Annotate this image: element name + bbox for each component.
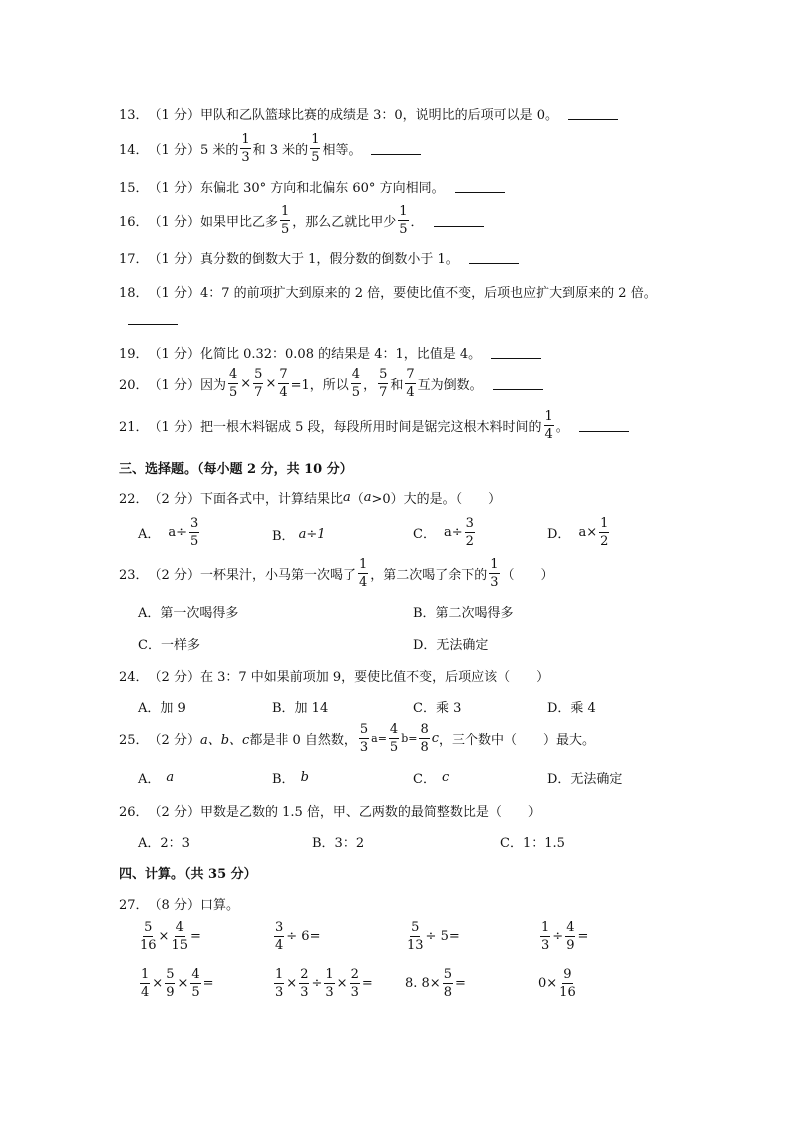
operator: ÷ 5= bbox=[425, 929, 460, 944]
fraction: $\frac{9}{16}$ bbox=[559, 967, 576, 1000]
calc-item-6 bbox=[272, 968, 373, 999]
option-b[interactable]: B．第二次喝得多 bbox=[413, 606, 514, 621]
question-number: 14． bbox=[119, 143, 149, 158]
question-text: 化简比 0.32：0.08 的结果是 4：1，比值是 4。 bbox=[199, 347, 482, 362]
variable: a、b、c bbox=[199, 733, 250, 748]
operator: ÷ bbox=[552, 929, 564, 944]
question-26 bbox=[119, 801, 541, 820]
separator: ， bbox=[363, 378, 377, 393]
question-27 bbox=[119, 894, 239, 913]
question-score: （2 分） bbox=[148, 670, 200, 685]
calc-item-8 bbox=[538, 968, 578, 999]
option-a[interactable]: A．第一次喝得多 bbox=[138, 606, 239, 621]
option-d[interactable]: D．无法确定 bbox=[413, 638, 489, 653]
question-text: ，三个数中（ ）最大。 bbox=[439, 733, 596, 748]
variable: c bbox=[441, 770, 450, 785]
question-text: 和 3 米的 bbox=[252, 143, 309, 158]
question-number: 15． bbox=[119, 181, 149, 196]
question-text: 因为 bbox=[199, 378, 226, 393]
question-score: （1 分） bbox=[148, 420, 200, 435]
question-text: 都是非 0 自然数， bbox=[249, 733, 357, 748]
option-expression: a÷ bbox=[443, 525, 463, 540]
question-number: 19． bbox=[119, 347, 149, 362]
question-19 bbox=[119, 343, 541, 362]
question-score: （1 分） bbox=[148, 143, 200, 158]
expression: a= bbox=[371, 732, 387, 745]
fraction: $\frac{5}{13}$ bbox=[407, 920, 424, 953]
question-score: （1 分） bbox=[148, 286, 200, 301]
fraction: $\frac{3}{2}$ bbox=[465, 516, 474, 549]
fraction: $\frac{1}{5}$ bbox=[399, 204, 408, 237]
option-label: C． bbox=[413, 527, 436, 542]
variable: b bbox=[300, 770, 309, 785]
question-20 bbox=[119, 368, 543, 399]
fraction: $\frac{1}{3}$ bbox=[490, 557, 499, 590]
fraction: $\frac{5}{8}$ bbox=[443, 967, 452, 1000]
option-d[interactable]: D．无法确定 bbox=[547, 772, 623, 787]
question-number: 22． bbox=[119, 492, 149, 507]
question-number: 23． bbox=[119, 568, 149, 583]
question-text: =1，所以 bbox=[290, 378, 349, 393]
option-b[interactable] bbox=[272, 768, 309, 787]
fraction: $\frac{4}{15}$ bbox=[171, 920, 188, 953]
option-a[interactable]: A．2：3 bbox=[138, 836, 190, 851]
operator: × bbox=[286, 976, 298, 991]
option-label: C． bbox=[413, 772, 436, 787]
fraction: $\frac{5}{16}$ bbox=[140, 920, 157, 953]
section-heading: 四、计算。（共 35 分） bbox=[119, 867, 257, 882]
fraction: $\frac{1}{3}$ bbox=[275, 967, 284, 1000]
calc-item-1 bbox=[138, 921, 201, 952]
calc-item-3 bbox=[405, 921, 460, 952]
question-score: （2 分） bbox=[148, 492, 200, 507]
option-label: A． bbox=[138, 527, 161, 542]
times-sign: × bbox=[265, 376, 277, 391]
option-expression: a÷1 bbox=[298, 527, 326, 542]
calc-item-2 bbox=[272, 921, 320, 952]
times-sign: × bbox=[240, 376, 252, 391]
question-text: （ ） bbox=[501, 568, 554, 583]
question-score: （1 分） bbox=[148, 347, 200, 362]
question-score: （1 分） bbox=[148, 215, 200, 230]
operand: 0× bbox=[538, 976, 558, 991]
question-number: 16． bbox=[119, 215, 149, 230]
question-22 bbox=[119, 488, 501, 507]
question-score: （1 分） bbox=[148, 378, 200, 393]
equals-sign: = bbox=[361, 976, 373, 991]
question-number: 20． bbox=[119, 378, 149, 393]
fraction: $\frac{3}{5}$ bbox=[190, 516, 199, 549]
option-label: D． bbox=[547, 527, 571, 542]
question-number: 24． bbox=[119, 670, 149, 685]
question-text: ，第二次喝了余下的 bbox=[370, 568, 488, 583]
question-number: 17． bbox=[119, 252, 149, 267]
operator: ÷ 6= bbox=[286, 929, 321, 944]
question-score: （2 分） bbox=[148, 733, 200, 748]
question-score: （1 分） bbox=[148, 108, 200, 123]
question-number: 27． bbox=[119, 898, 149, 913]
question-number: 13． bbox=[119, 108, 149, 123]
question-25 bbox=[119, 723, 595, 754]
question-14 bbox=[119, 133, 421, 164]
question-13 bbox=[119, 104, 618, 123]
fraction: $\frac{7}{4}$ bbox=[279, 367, 288, 400]
question-text: 5 米的 bbox=[199, 143, 239, 158]
fraction: $\frac{1}{3}$ bbox=[241, 132, 250, 165]
calc-item-4 bbox=[538, 921, 588, 952]
question-24 bbox=[119, 666, 549, 685]
question-text: 甲队和乙队篮球比赛的成绩是 3：0，说明比的后项可以是 0。 bbox=[199, 108, 559, 123]
question-text: 。 bbox=[555, 420, 569, 435]
question-number: 25． bbox=[119, 733, 149, 748]
option-b[interactable]: B．加 14 bbox=[272, 701, 329, 716]
question-text: ． bbox=[410, 215, 424, 230]
fraction: $\frac{1}{3}$ bbox=[325, 967, 334, 1000]
option-c[interactable]: C．一样多 bbox=[138, 638, 200, 653]
fraction: $\frac{1}{2}$ bbox=[600, 516, 609, 549]
question-text: 东偏北 30° 方向和北偏东 60° 方向相同。 bbox=[199, 181, 445, 196]
question-text: 如果甲比乙多 bbox=[199, 215, 278, 230]
question-number: 18． bbox=[119, 286, 149, 301]
fraction: $\frac{4}{9}$ bbox=[566, 920, 575, 953]
fraction: $\frac{4}{5}$ bbox=[228, 367, 238, 400]
option-d[interactable]: D．乘 4 bbox=[547, 701, 596, 716]
question-text: （ bbox=[350, 492, 364, 507]
fraction: $\frac{7}{4}$ bbox=[406, 367, 415, 400]
question-text: 互为倒数。 bbox=[417, 378, 483, 393]
question-score: （2 分） bbox=[148, 805, 200, 820]
answer-blank[interactable] bbox=[493, 377, 543, 390]
fraction: $\frac{4}{5}$ bbox=[191, 967, 200, 1000]
answer-blank[interactable] bbox=[434, 214, 484, 227]
question-score: （8 分） bbox=[148, 898, 200, 913]
fraction: $\frac{4}{5}$ bbox=[389, 722, 399, 755]
option-a[interactable] bbox=[138, 517, 201, 548]
option-a[interactable] bbox=[138, 768, 174, 787]
option-b[interactable]: B．3：2 bbox=[312, 836, 365, 851]
fraction: $\frac{1}{4}$ bbox=[544, 409, 553, 442]
option-b[interactable] bbox=[272, 525, 325, 544]
operand: 8. 8× bbox=[405, 976, 441, 991]
answer-blank[interactable] bbox=[371, 142, 421, 155]
fraction: $\frac{1}{5}$ bbox=[280, 204, 290, 237]
question-text: 在 3：7 中如果前项加 9，要使比值不变，后项应该（ ） bbox=[199, 670, 550, 685]
answer-blank[interactable] bbox=[469, 251, 519, 264]
answer-blank[interactable] bbox=[568, 107, 618, 120]
fraction: $\frac{8}{8}$ bbox=[420, 722, 429, 755]
section-heading: 三、选择题。（每小题 2 分，共 10 分） bbox=[119, 462, 353, 477]
question-text: 相等。 bbox=[322, 143, 362, 158]
fraction: $\frac{2}{3}$ bbox=[350, 967, 359, 1000]
answer-blank[interactable] bbox=[455, 180, 505, 193]
question-text: 和 bbox=[390, 378, 404, 393]
equals-sign: = bbox=[577, 929, 589, 944]
option-expression: a÷ bbox=[168, 525, 188, 540]
option-c[interactable]: C．1：1.5 bbox=[500, 836, 565, 851]
question-text: 口算。 bbox=[199, 898, 239, 913]
question-21 bbox=[119, 410, 629, 441]
option-d[interactable] bbox=[547, 517, 611, 548]
question-number: 26． bbox=[119, 805, 149, 820]
question-number: 21． bbox=[119, 420, 149, 435]
fraction: $\frac{5}{7}$ bbox=[379, 367, 388, 400]
answer-blank[interactable] bbox=[491, 346, 541, 359]
fraction: $\frac{5}{9}$ bbox=[166, 967, 175, 1000]
option-c[interactable] bbox=[413, 768, 449, 787]
operator: × bbox=[152, 976, 164, 991]
question-17 bbox=[119, 248, 519, 267]
question-score: （1 分） bbox=[148, 252, 200, 267]
question-18 bbox=[119, 282, 657, 301]
answer-blank[interactable] bbox=[579, 419, 629, 432]
fraction: $\frac{5}{7}$ bbox=[254, 367, 263, 400]
fraction: $\frac{4}{5}$ bbox=[351, 367, 361, 400]
question-text: 把一根木料锯成 5 段，每段所用时间是锯完这根木料时间的 bbox=[199, 420, 542, 435]
question-text: 一杯果汁，小马第一次喝了 bbox=[199, 568, 356, 583]
fraction: $\frac{5}{3}$ bbox=[359, 722, 369, 755]
option-c[interactable] bbox=[413, 517, 477, 548]
option-a[interactable]: A．加 9 bbox=[138, 701, 186, 716]
option-label: B． bbox=[272, 772, 295, 787]
equals-sign: = bbox=[454, 976, 466, 991]
fraction: $\frac{1}{4}$ bbox=[358, 557, 368, 590]
question-score: （1 分） bbox=[148, 181, 200, 196]
fraction: $\frac{1}{3}$ bbox=[541, 920, 550, 953]
question-15 bbox=[119, 177, 505, 196]
variable: a bbox=[363, 490, 372, 505]
equals-sign: = bbox=[190, 929, 201, 944]
fraction: $\frac{1}{4}$ bbox=[141, 967, 150, 1000]
question-text: 下面各式中，计算结果比 bbox=[199, 492, 343, 507]
fraction: $\frac{2}{3}$ bbox=[300, 967, 309, 1000]
variable: a bbox=[342, 490, 351, 505]
equals-sign: = bbox=[202, 976, 214, 991]
expression: b= bbox=[401, 732, 418, 745]
fraction: $\frac{3}{4}$ bbox=[275, 920, 284, 953]
operator: × bbox=[177, 976, 189, 991]
operator: × bbox=[158, 929, 170, 944]
calc-item-5 bbox=[138, 968, 214, 999]
calc-item-7 bbox=[405, 968, 466, 999]
option-label: B． bbox=[272, 529, 295, 544]
question-16 bbox=[119, 205, 484, 236]
fraction: $\frac{1}{5}$ bbox=[311, 132, 320, 165]
variable: c bbox=[431, 731, 440, 746]
question-text: 甲数是乙数的 1.5 倍，甲、乙两数的最简整数比是（ ） bbox=[199, 805, 541, 820]
operator: × bbox=[336, 976, 348, 991]
question-text: 4：7 的前项扩大到原来的 2 倍，要使比值不变，后项也应扩大到原来的 2 倍。 bbox=[199, 286, 657, 301]
option-label: A． bbox=[138, 772, 161, 787]
question-score: （2 分） bbox=[148, 568, 200, 583]
answer-blank[interactable] bbox=[128, 312, 178, 325]
variable: a bbox=[166, 770, 175, 785]
option-c[interactable]: C．乘 3 bbox=[413, 701, 462, 716]
question-text: 真分数的倒数大于 1，假分数的倒数小于 1。 bbox=[199, 252, 459, 267]
question-18-blank-line bbox=[118, 312, 178, 325]
question-text: ，那么乙就比甲少 bbox=[292, 215, 397, 230]
operator: ÷ bbox=[311, 976, 323, 991]
question-23 bbox=[119, 558, 554, 589]
option-expression: a× bbox=[578, 525, 598, 540]
question-text: >0）大的是。（ ） bbox=[371, 492, 502, 507]
